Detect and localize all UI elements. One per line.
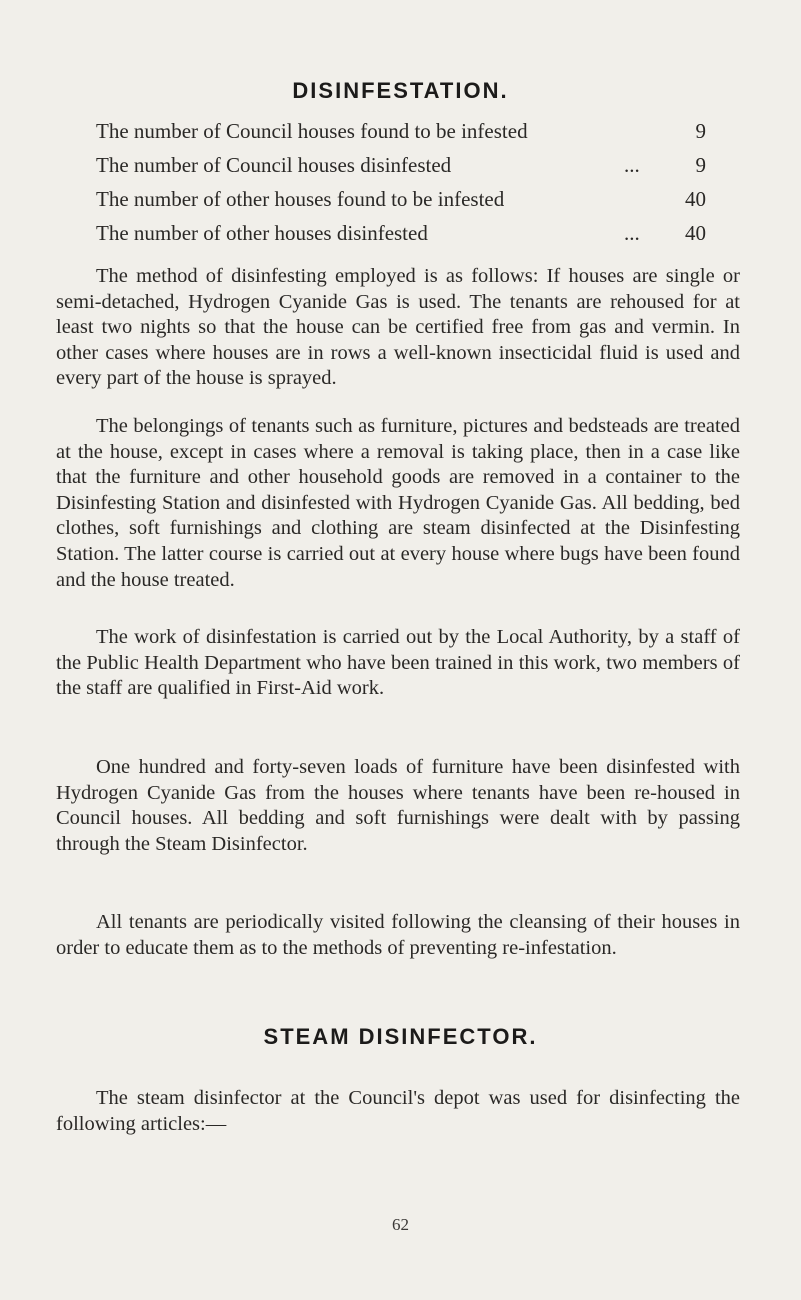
stat-value: 9 [695,153,706,177]
stat-row [96,216,706,250]
stat-leader: ... [624,221,640,245]
stat-row [96,148,706,182]
stat-label: The number of Council houses disinfested [96,153,452,177]
paragraph-furniture-loads: One hundred and forty-seven loads of furniture have been disinfested with Hydrogen Cyanide Gas from the houses where tenants have been re-housed in Council houses. All bedding and soft furnishings were dealt with by passing through the Steam Disinfector. [56,756,740,855]
infestation-statistics [96,114,706,250]
stat-label: The number of other houses found to be infested [96,187,505,211]
stat-leader: ... [624,153,640,177]
stat-value: 40 [685,221,706,245]
paragraph-belongings: The belongings of tenants such as furniture, pictures and bedsteads are treated at the house, except in cases where a removal is taking place, then in a case like that the furniture and other household goods are removed in a container to the Disinfesting Station and disinfested with Hydrogen Cyanide Gas. All bedding, bed clothes, soft furnishings and clothing are steam disinfected at the Disinfesting Station. The latter course is carried out at every house where bugs have been found and the house treated. [56,415,740,591]
stat-label: The number of other houses disinfested [96,221,428,245]
paragraph-steam: The steam disinfector at the Council's depot was used for disinfecting the following articles:— [56,1087,740,1135]
stat-value: 9 [695,119,706,143]
stat-label: The number of Council houses found to be infested [96,119,528,143]
section-heading-disinfestation: DISINFESTATION. [292,78,509,103]
stat-row [96,114,706,148]
paragraph-visits: All tenants are periodically visited following the cleansing of their houses in order to educate them as to the methods of preventing re-infestation. [56,911,740,959]
page-number: 62 [392,1215,409,1234]
section-heading-steam-disinfector: STEAM DISINFECTOR. [263,1024,538,1049]
paragraph-staff: The work of disinfestation is carried out by the Local Authority, by a staff of the Public Health Department who have been trained in this work, two members of the staff are qualified in First-Aid work. [56,626,740,700]
paragraph-method: The method of disinfesting employed is as follows: If houses are single or semi-detached, Hydrogen Cyanide Gas is used. The tenants are rehoused for at least two nights so that the house can be certified free from gas and vermin. In other cases where houses are in rows a well-known insecticidal fluid is used and every part of the house is sprayed. [56,265,740,390]
stat-row [96,182,706,216]
stat-value: 40 [685,187,706,211]
